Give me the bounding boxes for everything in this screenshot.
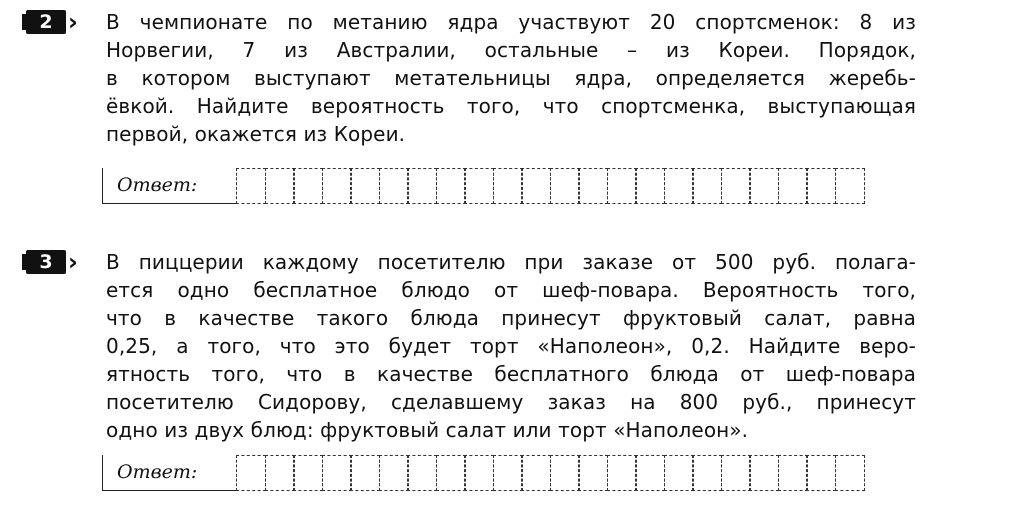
answer-cell[interactable] [265,168,295,204]
problem-text-line: одно из двух блюд: фруктовый салат или торт «Наполеон». [106,418,749,442]
problem-text-line: первой, окажется из Кореи. [106,122,406,146]
answer-row [102,168,865,204]
problem-text-line: Норвегии, 7 из Австралии, остальные – из Кореи. Порядок, [106,38,916,62]
answer-cell[interactable] [835,455,865,491]
answer-cell[interactable] [379,455,409,491]
problem-text-line: посетителю Сидорову, сделавшему заказ на 800 руб., принесут [106,390,916,414]
answer-cell[interactable] [493,455,523,491]
answer-cell[interactable] [607,168,637,204]
answer-cell[interactable] [635,455,665,491]
chevron-right-icon: › [68,248,78,276]
problem-number-badge [26,10,66,34]
problem-number: 3 [39,251,53,273]
answer-cell[interactable] [692,455,722,491]
answer-cell[interactable] [236,455,266,491]
problem-text-line: в котором выступают метательницы ядра, определяется жеребь- [106,66,916,90]
answer-cell[interactable] [806,168,836,204]
problem-text-line: что в качестве такого блюда принесут фруктовый салат, равна [106,306,916,330]
answer-cell[interactable] [578,168,608,204]
answer-cell[interactable] [493,168,523,204]
answer-cell[interactable] [464,168,494,204]
answer-cell[interactable] [322,455,352,491]
problem-number: 2 [39,11,53,33]
answer-cell[interactable] [749,455,779,491]
problem-text-line: ятность того, что в качестве бесплатного блюда от шеф-повара [106,362,916,386]
problem-text-line: 0,25, а того, что это будет торт «Наполеон», 0,2. Найдите веро- [106,334,916,358]
answer-cell[interactable] [464,455,494,491]
answer-cell[interactable] [749,168,779,204]
answer-cell[interactable] [350,168,380,204]
answer-cell[interactable] [692,168,722,204]
answer-cell[interactable] [635,168,665,204]
problem-text-line: ёвкой. Найдите вероятность того, что спортсменка, выступающая [106,94,916,118]
answer-cell[interactable] [721,455,751,491]
answer-cell[interactable] [521,455,551,491]
answer-cell[interactable] [721,168,751,204]
answer-cells[interactable] [236,455,865,491]
answer-cell[interactable] [778,455,808,491]
answer-cell[interactable] [607,455,637,491]
answer-label: Ответ: [102,455,236,491]
answer-cell[interactable] [407,455,437,491]
problem-text-line: ется одно бесплатное блюдо от шеф-повара. Вероятность того, [106,278,916,302]
answer-cell[interactable] [550,455,580,491]
chevron-right-icon: › [68,8,78,36]
answer-cell[interactable] [550,168,580,204]
answer-cell[interactable] [436,455,466,491]
answer-cell[interactable] [578,455,608,491]
answer-cell[interactable] [293,455,323,491]
answer-cell[interactable] [806,455,836,491]
problem-text-line: В пиццерии каждому посетителю при заказе от 500 руб. полага- [106,250,916,274]
answer-cell[interactable] [379,168,409,204]
problem-text [106,248,916,444]
answer-cell[interactable] [835,168,865,204]
answer-cell[interactable] [436,168,466,204]
answer-label: Ответ: [102,168,236,204]
answer-row [102,455,865,491]
answer-cell[interactable] [521,168,551,204]
answer-cells[interactable] [236,168,865,204]
answer-cell[interactable] [322,168,352,204]
answer-cell[interactable] [236,168,266,204]
answer-cell[interactable] [265,455,295,491]
answer-cell[interactable] [664,168,694,204]
problem-number-badge [26,250,66,274]
answer-cell[interactable] [778,168,808,204]
problem-text-line: В чемпионате по метанию ядра участвуют 20 спортсменок: 8 из [106,10,916,34]
answer-cell[interactable] [293,168,323,204]
answer-cell[interactable] [350,455,380,491]
answer-cell[interactable] [407,168,437,204]
answer-cell[interactable] [664,455,694,491]
problem-text [106,8,916,148]
